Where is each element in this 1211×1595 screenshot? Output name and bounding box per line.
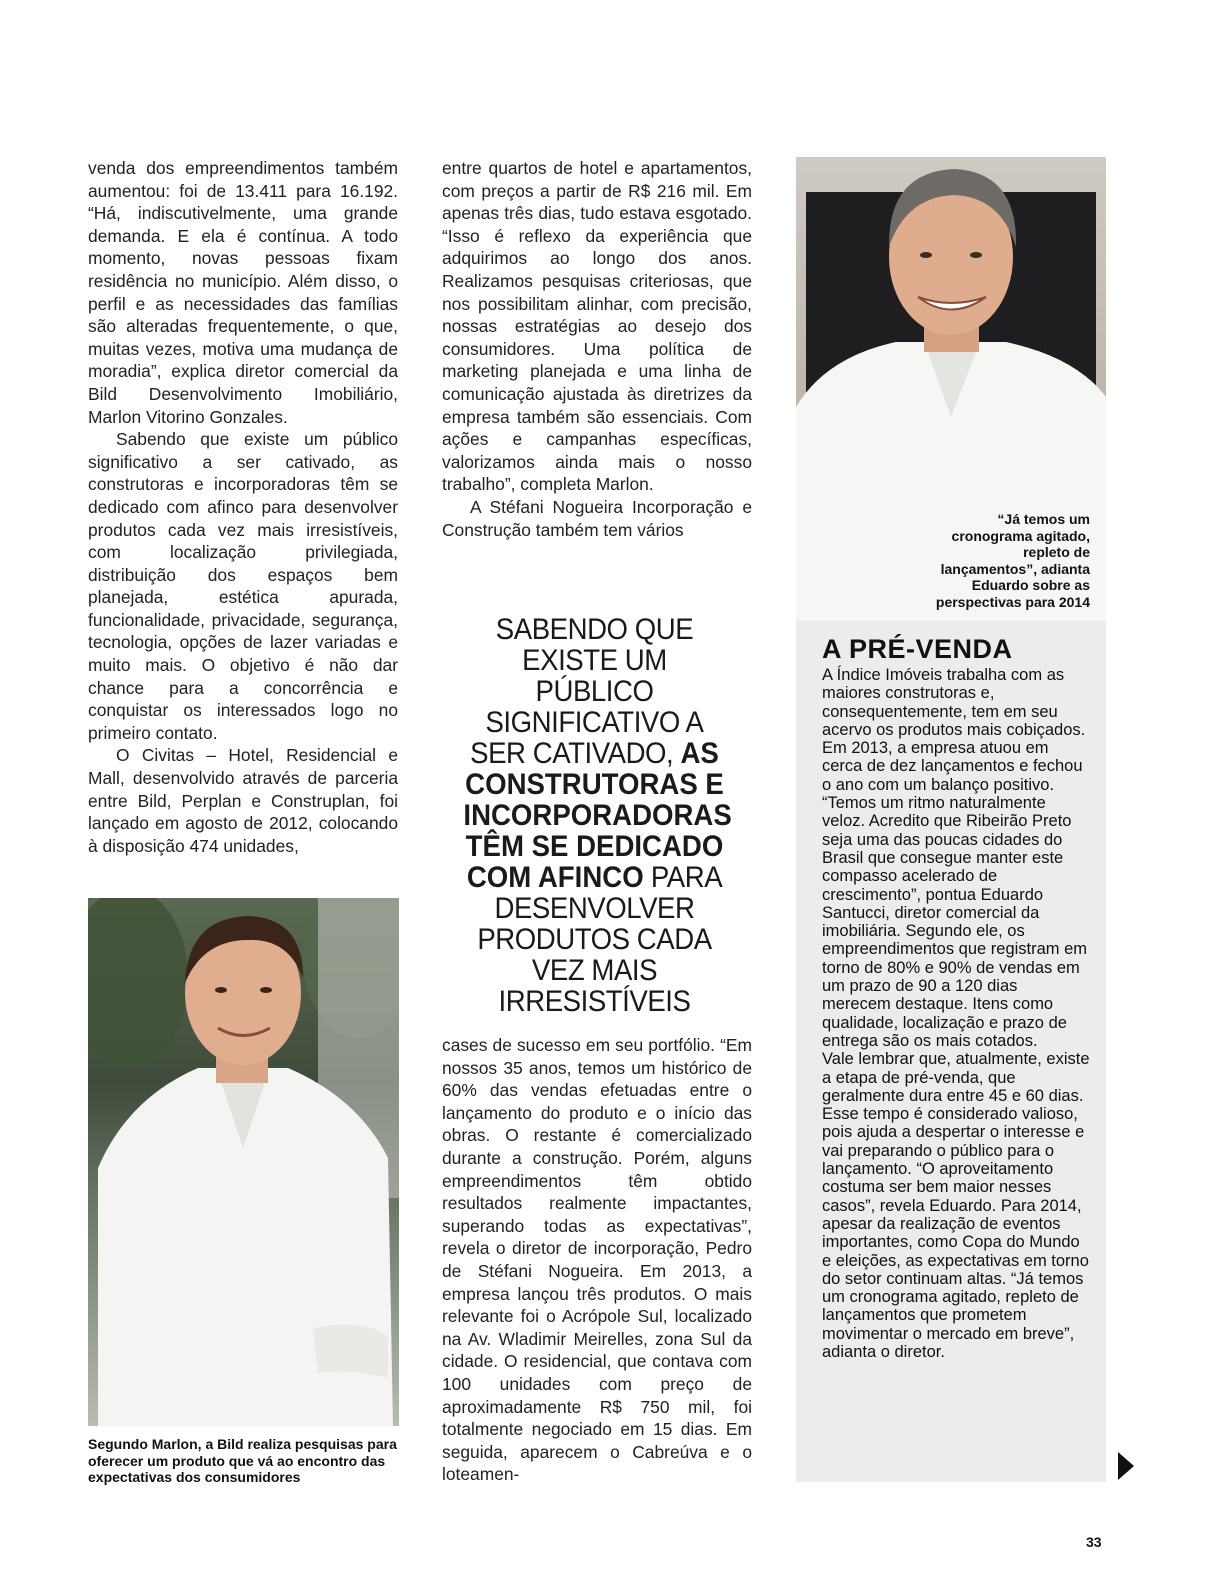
pull-quote-bold: AS CONSTRUTORAS E INCORPORADORAS TÊM SE DEDICADO COM AFINCO — [463, 737, 732, 894]
article-column-2-bottom — [442, 1034, 752, 1486]
sidebar-title: A PRÉ-VENDA — [822, 634, 1013, 664]
portrait-marlon-illustration — [88, 898, 399, 1426]
article-column-1 — [88, 157, 398, 857]
paragraph: O Civitas – Hotel, Residencial e Mall, desenvolvido através de parceria entre Bild, Perplan e Construplan, foi lançado em agosto de 2012, colocando à disposição 474 unidades, — [88, 745, 398, 856]
photo-caption-eduardo: “Já temos um cronograma agitado, repleto de lançamentos”, adianta Eduardo sobre as perspectivas para 2014 — [935, 511, 1090, 610]
paragraph: cases de sucesso em seu portfólio. “Em nossos 35 anos, temos um histórico de 60% das vendas efetuadas entre o lançamento do produto e o início das obras. O restante é comercializado durante a construção. Porém, alguns empreendimentos têm obtido resultados realmente impactantes, superando todas as expectativas”, revela o diretor de incorporação, Pedro de Stéfani Nogueira. Em 2013, a empresa lançou três produtos. O mais relevante foi o Acrópole Sul, localizado na Av. Wladimir Meirelles, zona Sul da cidade. O residencial, que contava com 100 unidades com preço de aproximadamente R$ 750 mil, foi totalmente negociado em 15 dias. Em seguida, aparecem o Cabreúva e o loteamen- — [442, 1035, 752, 1485]
paragraph: entre quartos de hotel e apartamentos, com preços a partir de R$ 216 mil. Em apenas três dias, tudo estava esgotado. “Isso é reflexo da experiência que adquirimos ao longo dos anos. Realizamos pesquisas criteriosas, que nos possibilitam alinhar, com precisão, nossas estratégias ao desejo dos consumidores. Uma política de marketing planejada e uma linha de comunicação ajustada às diretrizes da empresa também são essenciais. Com ações e campanhas específicas, valorizamos ainda mais o nosso trabalho”, completa Marlon. — [442, 158, 752, 495]
sidebar-box — [796, 621, 1106, 1482]
photo-marlon — [88, 898, 399, 1426]
paragraph: Sabendo que existe um público significativo a ser cativado, as construtoras e incorporadoras têm se dedicado com afinco para desenvolver produtos cada vez mais irresistíveis, com localização privilegiada, distribuição dos espaços bem planejada, estética apurada, funcionalidade, privacidade, segurança, tecnologia, opções de lazer variadas e muito mais. O objetivo é não dar chance para a concorrência e conquistar os interessados logo no primeiro contato. — [88, 429, 398, 743]
pull-quote-light-2: PARA DESENVOLVER PRODUTOS CADA VEZ MAIS IRRESISTÍVEIS — [477, 861, 723, 1018]
paragraph: venda dos empreendimentos também aumentou: foi de 13.411 para 16.192. “Há, indiscutivelmente, uma grande demanda. E ela é contínua. A todo momento, novas pessoas fixam residência no município. Além disso, o perfil e as necessidades das famílias são alteradas frequentemente, o que, muitas vezes, motiva uma mudança de moradia”, explica diretor comercial da Bild Desenvolvimento Imobiliário, Marlon Vitorino Gonzales. — [88, 158, 398, 427]
photo-caption-marlon: Segundo Marlon, a Bild realiza pesquisas para oferecer um produto que vá ao encontro das expectativas dos consumidores — [88, 1436, 397, 1485]
sidebar-paragraph: A Índice Imóveis trabalha com as maiores construtoras e, consequentemente, tem em seu acervo os produtos mais cobiçados. Em 2013, a empresa atuou em cerca de dez lançamentos e fechou o ano com um balanço positivo. “Temos um ritmo naturalmente veloz. Acredito que Ribeirão Preto seja uma das poucas cidades do Brasil que consegue manter este compasso acelerado de crescimento”, pontua Eduardo Santucci, diretor comercial da imobiliária. Segundo ele, os empreendimentos que registram em torno de 80% e 90% de vendas em um prazo de 90 a 120 dias merecem destaque. Itens como qualidade, localização e prazo de entrega são os mais cotados. — [822, 666, 1088, 1050]
pull-quote — [463, 613, 732, 1018]
paragraph: A Stéfani Nogueira Incorporação e Construção também tem vários — [442, 496, 752, 540]
pull-quote-light-1: SABENDO QUE EXISTE UM PÚBLICO SIGNIFICATIVO A SER CATIVADO, — [470, 613, 704, 770]
page-number: 33 — [1086, 1534, 1102, 1550]
sidebar-paragraph: Vale lembrar que, atualmente, existe a etapa de pré-venda, que geralmente dura entre 45 e 60 dias. Esse tempo é considerado valioso, pois ajuda a despertar o interesse e vai preparando o público para o lançamento. “O aproveitamento costuma ser bem maior nesses casos”, revela Eduardo. Para 2014, apesar da realização de eventos importantes, como Copa do Mundo e eleições, as expectativas em torno do setor continuam altas. “Já temos um cronograma agitado, repleto de lançamentos que prometem movimentar o mercado em breve”, adianta o diretor. — [822, 1050, 1090, 1361]
article-column-2-top — [442, 157, 752, 541]
triangle-right-icon — [1118, 1452, 1134, 1480]
sidebar-body — [822, 666, 1090, 1361]
